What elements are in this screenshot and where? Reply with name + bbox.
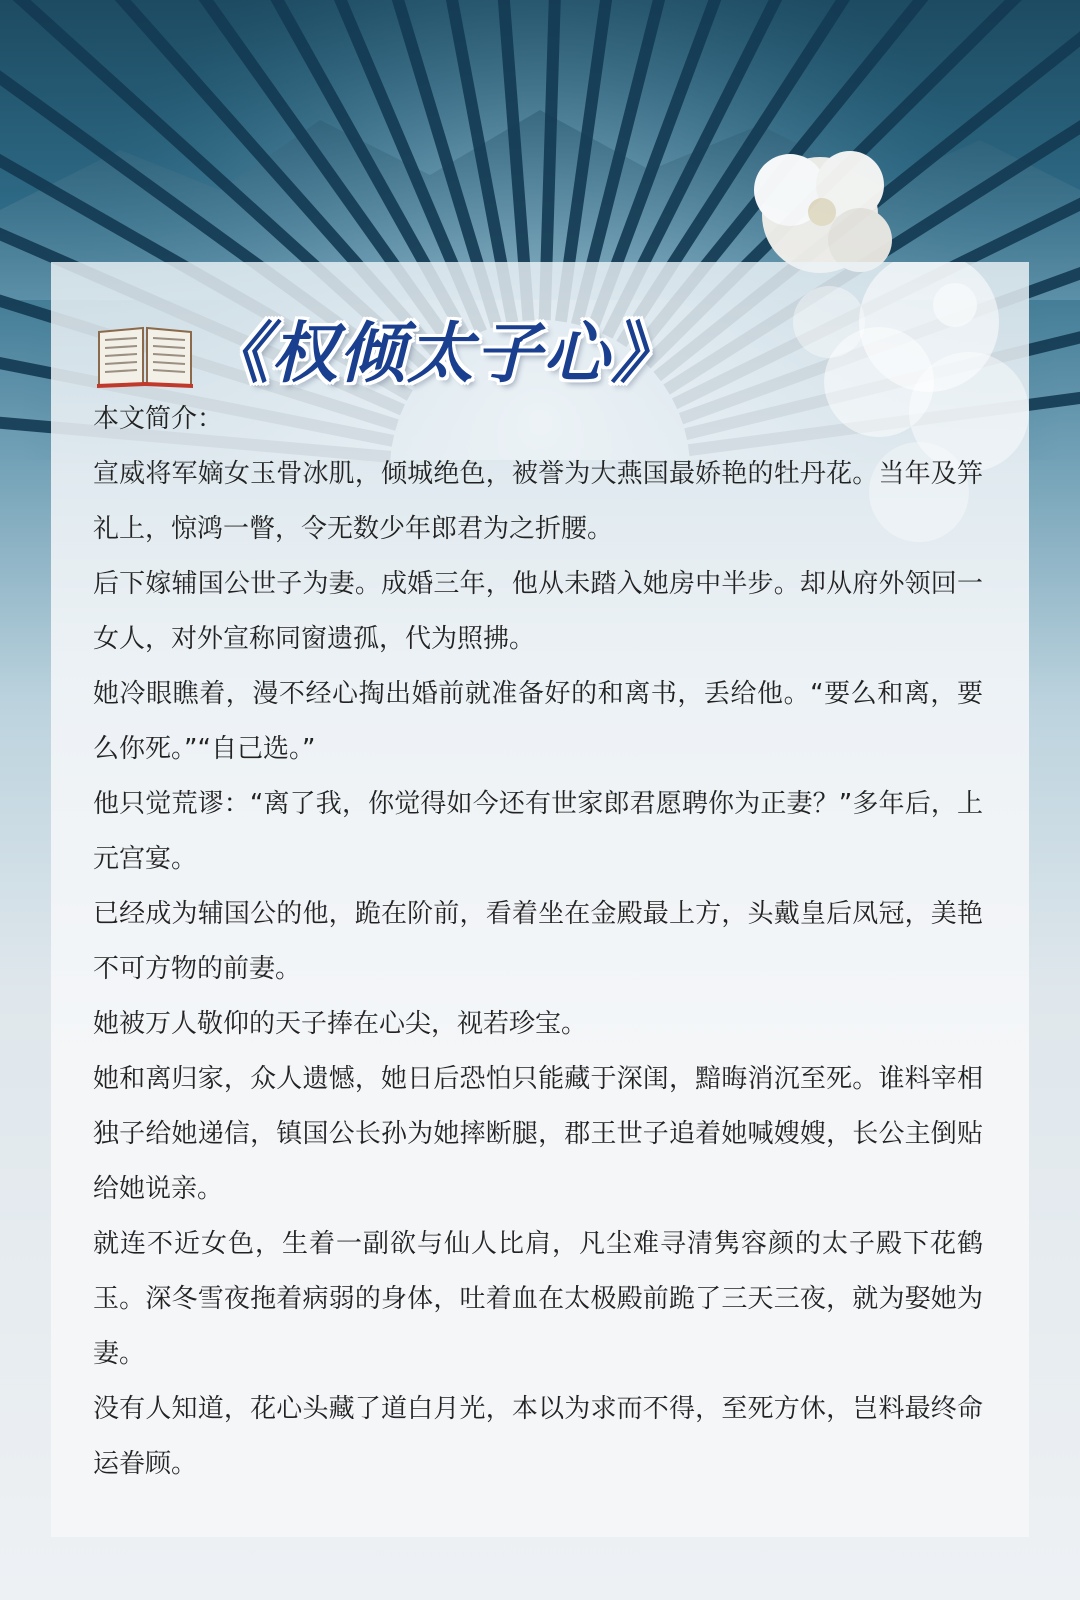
synopsis-paragraph: 她和离归家，众人遗憾，她日后恐怕只能藏于深闺，黯晦消沉至死。谁料宰相独子给她递信，镇国公长孙为她摔断腿，郡王世子追着她喊嫂嫂，长公主倒贴给她说亲。 bbox=[93, 1064, 983, 1204]
synopsis-text bbox=[93, 392, 983, 1492]
synopsis-paragraph: 她被万人敬仰的天子捧在心尖，视若珍宝。 bbox=[93, 1009, 588, 1039]
synopsis-paragraph: 宣威将军嫡女玉骨冰肌，倾城绝色，被誉为大燕国最娇艳的牡丹花。当年及笄礼上，惊鸿一瞥，令无数少年郎君为之折腰。 bbox=[93, 459, 983, 544]
open-book-icon bbox=[95, 318, 195, 390]
book-title: 《权倾太子心》 bbox=[203, 315, 679, 392]
synopsis-paragraph: 他只觉荒谬：“离了我，你觉得如今还有世家郎君愿聘你为正妻？”多年后，上元宫宴。 bbox=[93, 789, 983, 874]
synopsis-paragraph: 后下嫁辅国公世子为妻。成婚三年，他从未踏入她房中半步。却从府外领回一女人，对外宣称同窗遗孤，代为照拂。 bbox=[93, 569, 983, 654]
synopsis-paragraph: 已经成为辅国公的他，跪在阶前，看着坐在金殿最上方，头戴皇后凤冠，美艳不可方物的前妻。 bbox=[93, 899, 983, 984]
synopsis-card bbox=[51, 262, 1029, 1537]
synopsis-paragraph: 没有人知道，花心头藏了道白月光，本以为求而不得，至死方休，岂料最终命运眷顾。 bbox=[93, 1394, 983, 1479]
summary-label: 本文简介： bbox=[93, 404, 224, 434]
title-row bbox=[95, 312, 679, 396]
synopsis-paragraph: 她冷眼瞧着，漫不经心掏出婚前就准备好的和离书，丢给他。“要么和离，要么你死。”“自己选。” bbox=[93, 679, 983, 764]
synopsis-paragraph: 就连不近女色，生着一副欲与仙人比肩，凡尘难寻清隽容颜的太子殿下花鹤玉。深冬雪夜拖着病弱的身体，吐着血在太极殿前跪了三天三夜，就为娶她为妻。 bbox=[93, 1229, 983, 1369]
